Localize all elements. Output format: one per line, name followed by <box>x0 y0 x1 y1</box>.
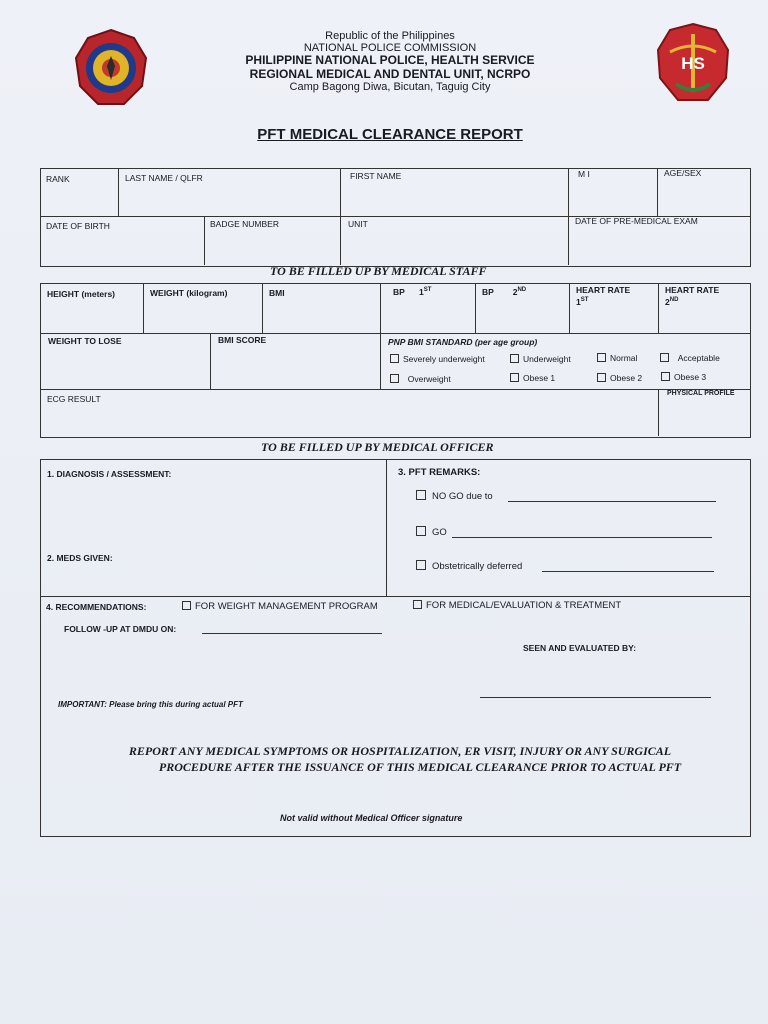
checkbox-icon[interactable] <box>597 353 606 362</box>
option-label: Overweight <box>407 374 451 384</box>
row-divider <box>40 333 750 334</box>
weight-to-lose-field-label: WEIGHT TO LOSE <box>48 336 122 346</box>
go-option[interactable] <box>416 526 447 538</box>
ordinal-number: 2 <box>665 296 670 307</box>
bp-second-field-label <box>482 287 526 297</box>
col-divider <box>210 333 211 389</box>
recommendations-label: 4. RECOMMENDATIONS: <box>46 602 147 612</box>
bp-text: BP <box>393 287 405 297</box>
dob-field-label: DATE OF BIRTH <box>46 221 110 231</box>
normal-option[interactable] <box>597 353 637 363</box>
checkbox-icon[interactable] <box>661 372 670 381</box>
checkbox-icon[interactable] <box>597 373 606 382</box>
header-line-3: PHILIPPINE NATIONAL POLICE, HEALTH SERVICE <box>245 53 535 67</box>
go-line[interactable] <box>452 537 712 538</box>
col-divider <box>657 168 658 216</box>
option-label: Normal <box>610 353 638 363</box>
follow-up-date-line[interactable] <box>202 633 382 634</box>
age-sex-field-label: AGE/SEX <box>664 168 702 178</box>
option-label: Obese 2 <box>610 373 643 383</box>
heart-rate-second-field-label <box>665 285 719 307</box>
weight-management-option[interactable] <box>182 601 378 612</box>
option-label: Severely underweight <box>403 354 485 364</box>
heart-rate-text: HEART RATE <box>576 285 631 295</box>
checkbox-icon[interactable] <box>416 490 426 500</box>
option-label: Obese 1 <box>523 373 556 383</box>
obese-1-option[interactable] <box>510 373 555 383</box>
acceptable-option[interactable] <box>660 353 720 363</box>
checkbox-icon[interactable] <box>390 374 399 383</box>
row-divider <box>40 389 750 390</box>
row-divider <box>40 596 750 597</box>
no-go-reason-line[interactable] <box>508 501 716 502</box>
rank-field-label: RANK <box>46 174 70 184</box>
col-divider <box>386 459 387 596</box>
first-name-field-label: FIRST NAME <box>350 171 402 181</box>
col-divider <box>262 283 263 333</box>
checkbox-icon[interactable] <box>390 354 399 363</box>
severely-underweight-option[interactable] <box>390 354 485 364</box>
ordinal-number: 1 <box>576 296 581 307</box>
form-title-text: PFT MEDICAL CLEARANCE REPORT <box>257 126 523 143</box>
header-line-1: Republic of the Philippines <box>325 30 455 42</box>
option-label: Obstetrically deferred <box>432 561 523 572</box>
unit-field-label: UNIT <box>348 219 368 229</box>
pre-exam-field-label: DATE OF PRE-MEDICAL EXAM <box>575 216 698 226</box>
ecg-result-field-label: ECG RESULT <box>47 394 101 404</box>
checkbox-icon[interactable] <box>413 600 422 609</box>
col-divider <box>475 283 476 333</box>
meds-given-label: 2. MEDS GIVEN: <box>47 553 113 563</box>
option-label: Underweight <box>523 354 571 364</box>
officer-section-heading: TO BE FILLED UP BY MEDICAL OFFICER <box>261 440 494 454</box>
col-divider <box>568 168 569 265</box>
col-divider <box>204 216 205 265</box>
col-divider <box>658 283 659 333</box>
obese-3-option[interactable] <box>661 372 706 382</box>
seen-evaluated-label: SEEN AND EVALUATED BY: <box>523 643 637 653</box>
important-note: IMPORTANT: Please bring this during actual PFT <box>58 700 243 709</box>
badge-field-label: BADGE NUMBER <box>210 219 279 229</box>
checkbox-icon[interactable] <box>416 560 426 570</box>
ordinal-suffix: ND <box>517 287 527 294</box>
col-divider <box>118 168 119 216</box>
header-line-4: REGIONAL MEDICAL AND DENTAL UNIT, NCRPO <box>249 67 531 81</box>
bp-first-field-label <box>393 287 431 297</box>
option-label: Acceptable <box>677 353 720 363</box>
form-title <box>170 126 610 143</box>
obstetrically-deferred-option[interactable] <box>416 560 522 572</box>
weight-field-label: WEIGHT (kilogram) <box>150 288 228 298</box>
ordinal-suffix: ND <box>669 297 679 303</box>
header-line-5: Camp Bagong Diwa, Bicutan, Taguig City <box>289 81 491 93</box>
option-label: NO GO due to <box>432 491 493 502</box>
bmi-field-label: BMI <box>269 288 285 298</box>
medical-evaluation-option[interactable] <box>413 600 621 611</box>
checkbox-icon[interactable] <box>660 353 669 362</box>
ordinal-suffix: ST <box>580 297 589 303</box>
underweight-option[interactable] <box>510 354 571 364</box>
bmi-score-field-label: BMI SCORE <box>218 335 267 345</box>
heart-rate-text: HEART RATE <box>665 285 720 295</box>
height-field-label: HEIGHT (meters) <box>47 289 116 299</box>
heart-rate-first-field-label <box>576 285 630 307</box>
checkbox-icon[interactable] <box>510 354 519 363</box>
warning-line-1: REPORT ANY MEDICAL SYMPTOMS OR HOSPITALIZATION, ER VISIT, INJURY OR ANY SURGICAL <box>128 744 672 758</box>
checkbox-icon[interactable] <box>182 601 191 610</box>
bmi-standard-label: PNP BMI STANDARD (per age group) <box>388 337 538 347</box>
col-divider <box>658 389 659 436</box>
mi-field-label: M I <box>578 169 590 179</box>
col-divider <box>380 283 381 389</box>
health-service-logo <box>656 22 730 104</box>
ordinal-suffix: ST <box>423 287 432 294</box>
ordinal-number: 2 <box>512 287 518 297</box>
medical-officer-table <box>40 459 751 837</box>
follow-up-label: FOLLOW -UP AT DMDU ON: <box>64 624 177 634</box>
not-valid-note: Not valid without Medical Officer signature <box>280 813 463 823</box>
diagnosis-label: 1. DIAGNOSIS / ASSESSMENT: <box>47 469 172 479</box>
option-label: GO <box>432 527 447 538</box>
option-label: Obese 3 <box>674 372 707 382</box>
overweight-option[interactable] <box>390 374 451 384</box>
obstetrically-deferred-line[interactable] <box>542 571 714 572</box>
pft-remarks-label: 3. PFT REMARKS: <box>398 467 481 478</box>
pnp-seal-logo <box>74 28 148 108</box>
hs-logo-text: HS <box>681 54 705 73</box>
obese-2-option[interactable] <box>597 373 642 383</box>
option-label: FOR MEDICAL/EVALUATION & TREATMENT <box>426 600 622 611</box>
col-divider <box>340 168 341 265</box>
option-label: FOR WEIGHT MANAGEMENT PROGRAM <box>195 601 378 612</box>
physical-profile-field-label: PHYSICAL PROFILE <box>667 390 735 397</box>
col-divider <box>569 283 570 333</box>
warning-line-2: PROCEDURE AFTER THE ISSUANCE OF THIS MEDICAL CLEARANCE PRIOR TO ACTUAL PFT <box>158 760 682 774</box>
checkbox-icon[interactable] <box>510 373 519 382</box>
last-name-field-label: LAST NAME / QLFR <box>125 173 203 183</box>
no-go-option[interactable] <box>416 490 493 502</box>
header-line-2: NATIONAL POLICE COMMISSION <box>303 42 477 54</box>
checkbox-icon[interactable] <box>416 526 426 536</box>
col-divider <box>143 283 144 333</box>
staff-section-heading: TO BE FILLED UP BY MEDICAL STAFF <box>270 264 487 278</box>
ordinal-number: 1 <box>418 287 424 297</box>
signature-line[interactable] <box>480 697 711 698</box>
bp-text: BP <box>482 287 494 297</box>
